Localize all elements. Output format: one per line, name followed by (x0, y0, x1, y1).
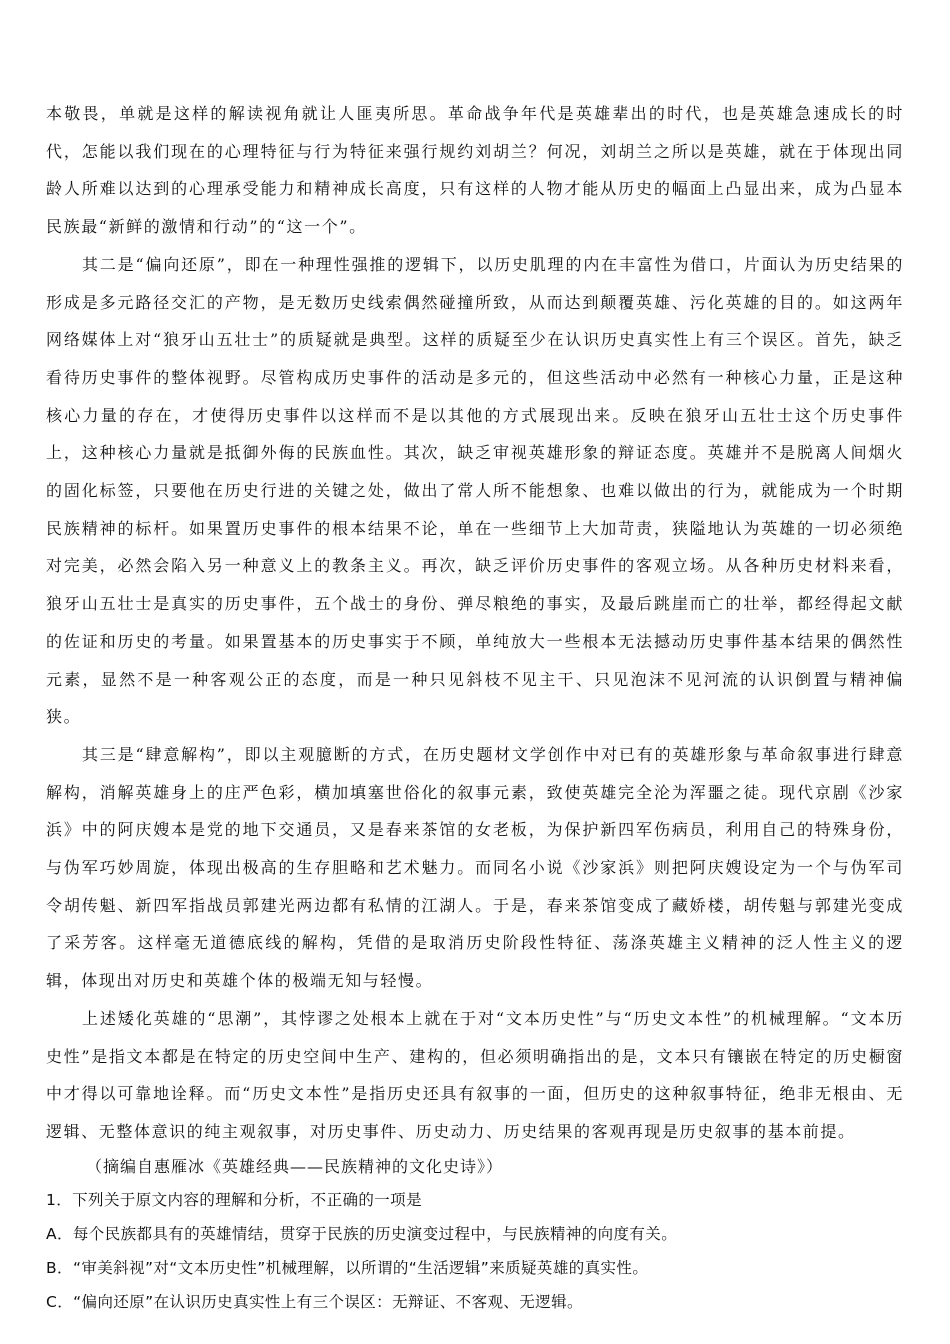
article-paragraph-2: 其二是“偏向还原”，即在一种理性强推的逻辑下，以历史肌理的内在丰富性为借口，片面认为历史结果的形成是多元路径交汇的产物，是无数历史线索偶然碰撞所致，从而达到颠覆英雄、污化英雄的目的。如这两年网络媒体上对“狼牙山五壮士”的质疑就是典型。这样的质疑至少在认识历史真实性上有三个误区。首先，缺乏看待历史事件的整体视野。尽管构成历史事件的活动是多元的，但这些活动中必然有一种核心力量，正是这种核心力量的存在，才使得历史事件以这样而不是以其他的方式展现出来。反映在狼牙山五壮士这个历史事件上，这种核心力量就是抵御外侮的民族血性。其次，缺乏审视英雄形象的辩证态度。英雄并不是脱离人间烟火的固化标签，只要他在历史行进的关键之处，做出了常人所不能想象、也难以做出的行为，就能成为一个时期民族精神的标杆。如果置历史事件的根本结果不论，单在一些细节上大加苛责，狭隘地认为英雄的一切必须绝对完美，必然会陷入另一种意义上的教条主义。再次，缺乏评价历史事件的客观立场。从各种历史材料来看，狼牙山五壮士是真实的历史事件，五个战士的身份、弹尽粮绝的事实，及最后跳崖而亡的壮举，都经得起文献的佐证和历史的考量。如果置基本的历史事实于不顾，单纯放大一些根本无法撼动历史事件基本结果的偶然性元素，显然不是一种客观公正的态度，而是一种只见斜枝不见主干、只见泡沫不见河流的认识倒置与精神偏狭。 (46, 254, 904, 727)
option-a (46, 1217, 904, 1251)
option-a-letter: A． (46, 1224, 73, 1243)
article-paragraph-3: 其三是“肆意解构”，即以主观臆断的方式，在历史题材文学创作中对已有的英雄形象与革命叙事进行肆意解构，消解英雄身上的庄严色彩，横加填塞世俗化的叙事元素，致使英雄完全沦为浑噩之徒。现代京剧《沙家浜》中的阿庆嫂本是党的地下交通员，又是春来茶馆的女老板，为保护新四军伤病员，利用自己的特殊身份，与伪军巧妙周旋，体现出极高的生存胆略和艺术魅力。而同名小说《沙家浜》则把阿庆嫂设定为一个与伪军司令胡传魁、新四军指战员郭建光两边都有私情的江湖人。于是，春来茶馆变成了藏娇楼，胡传魁与郭建光变成了采芳客。这样毫无道德底线的解构，凭借的是取消历史阶段性特征、荡涤英雄主义精神的泛人性主义的逻辑，体现出对历史和英雄个体的极端无知与轻慢。 (46, 744, 904, 991)
article-source: （摘编自惠雁冰《英雄经典——民族精神的文化史诗》） (86, 1156, 504, 1176)
article-body (46, 95, 904, 1183)
option-b-letter: B． (46, 1258, 73, 1277)
question-block (46, 1183, 904, 1319)
option-c-text: “偏向还原”在认识历史真实性上有三个误区：无辩证、不客观、无逻辑。 (73, 1292, 583, 1311)
option-c-letter: C． (46, 1292, 74, 1311)
article-paragraph-4: 上述矮化英雄的“思潮”，其悖谬之处根本上就在于对“文本历史性”与“历史文本性”的机械理解。“文本历史性”是指文本都是在特定的历史空间中生产、建构的，但必须明确指出的是，文本只有镶嵌在特定的历史橱窗中才得以可靠地诠释。而“历史文本性”是指历史还具有叙事的一面，但历史的这种叙事特征，绝非无根由、无逻辑、无整体意识的纯主观叙事，对历史事件、历史动力、历史结果的客观再现是历史叙事的基本前提。 (46, 1008, 904, 1141)
option-a-text: 每个民族都具有的英雄情结，贯穿于民族的历史演变过程中，与民族精神的向度有关。 (72, 1224, 678, 1243)
option-b (46, 1251, 904, 1285)
option-c (46, 1285, 904, 1319)
option-b-text: “审美斜视”对“文本历史性”机械理解，以所谓的“生活逻辑”来质疑英雄的真实性。 (72, 1258, 649, 1277)
question-stem: 1．下列关于原文内容的理解和分析，不正确的一项是 (46, 1190, 422, 1209)
article-paragraph-1: 本敬畏，单就是这样的解读视角就让人匪夷所思。革命战争年代是英雄辈出的时代，也是英雄急速成长的时代，怎能以我们现在的心理特征与行为特征来强行规约刘胡兰？何况，刘胡兰之所以是英雄，就在于体现出同龄人所难以达到的心理承受能力和精神成长高度，只有这样的人物才能从历史的幅面上凸显出来，成为凸显本民族最“新鲜的激情和行动”的“这一个”。 (46, 104, 904, 237)
